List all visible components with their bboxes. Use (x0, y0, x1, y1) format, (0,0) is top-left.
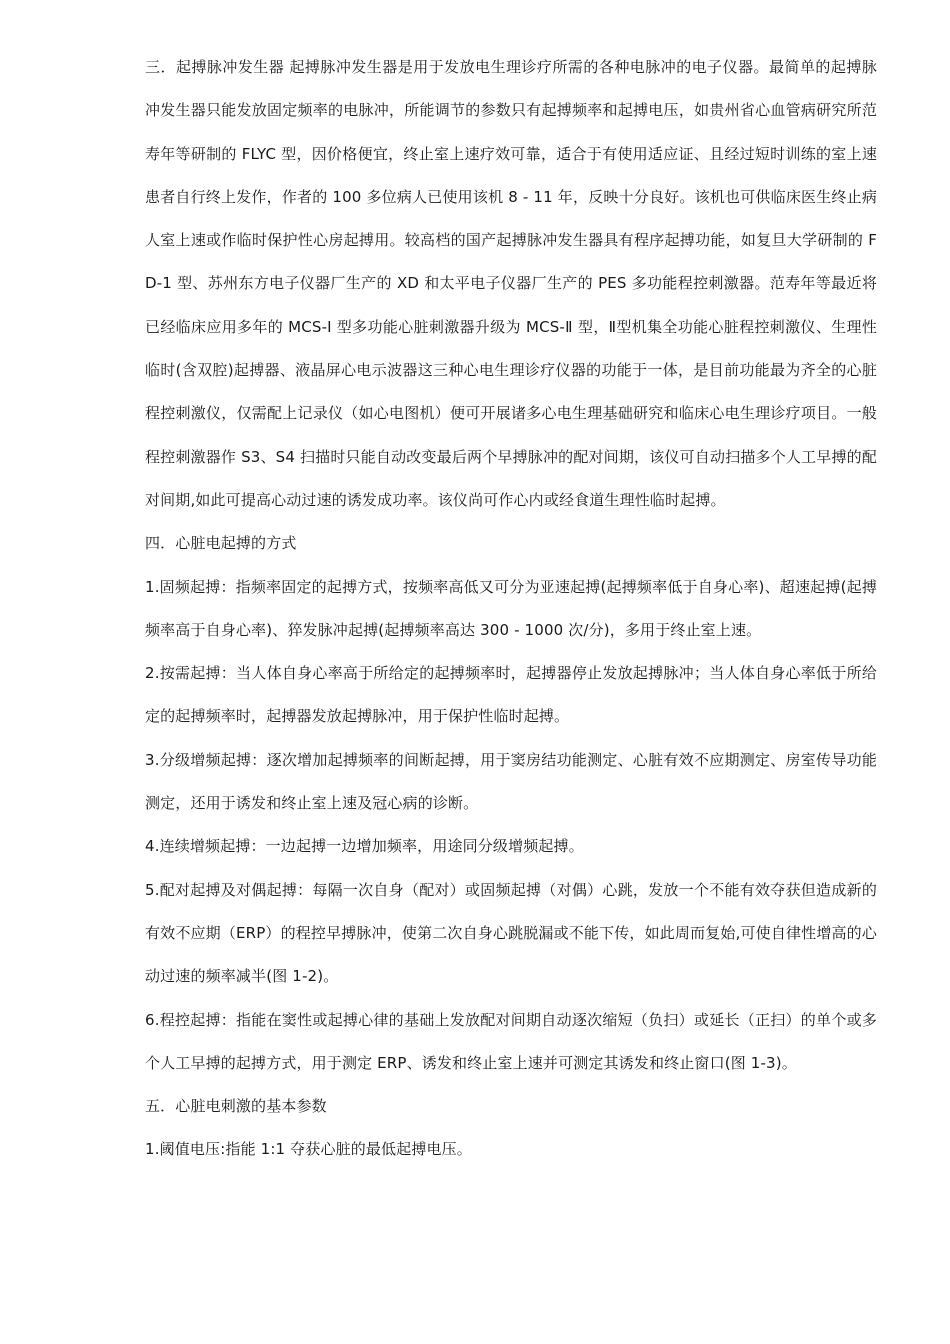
paragraph-continuous-incremental-pacing: 4.连续增频起搏：一边起搏一边增加频率，用途同分级增频起搏。 (145, 837, 584, 856)
paragraph-pulse-generator: 三．起搏脉冲发生器 起搏脉冲发生器是用于发放电生理诊疗所需的各种电脉冲的电子仪器。最简单的起搏脉冲发生器只能发放固定频率的电脉冲，所能调节的参数只有起搏频率和起搏电压，如贵州省心血管病研究所范寿年等研制的 FLYC 型，因价格便宜，终止室上速疗效可靠，适合于有使用适应证、且经过短时训练的室上速患者自行终上发作，作者的 100 多位病人已使用该机 8 - 11 年，反映十分良好。该机也可供临床医生终止病人室上速或作临时保护性心房起搏用。较高档的国产起搏脉冲发生器具有程序起搏功能，如复旦大学研制的 FD-1 型、苏州东方电子仪器厂生产的 XD 和太平电子仪器厂生产的 PES 多功能程控刺激器。范寿年等最近将已经临床应用多年的 MCS-I 型多功能心脏刺激器升级为 MCS-Ⅱ 型，Ⅱ型机集全功能心脏程控刺激仪、生理性临时(含双腔)起搏器、液晶屏心电示波器这三种心电生理诊疗仪器的功能于一体，是目前功能最为齐全的心脏程控刺激仪，仅需配上记录仪（如心电图机）便可开展诸多心电生理基础研究和临床心电生理诊疗项目。一般程控刺激器作 S3、S4 扫描时只能自动改变最后两个早搏脉冲的配对间期，该仪可自动扫描多个人工早搏的配对间期,如此可提高心动过速的诱发成功率。该仪尚可作心内或经食道生理性临时起搏。 (145, 58, 877, 509)
paragraph-paired-coupled-pacing: 5.配对起搏及对偶起搏：每隔一次自身（配对）或固频起搏（对偶）心跳，发放一个不能有效夺获但造成新的有效不应期（ERP）的程控早搏脉冲，使第二次自身心跳脱漏或不能下传，如此周而复始,可使自律性增高的心动过速的频率减半(图 1-2)。 (145, 880, 877, 986)
section-heading-pacing-modes: 四．心脏电起搏的方式 (145, 534, 297, 553)
paragraph-demand-pacing: 2.按需起搏：当人体自身心率高于所给定的起搏频率时，起搏器停止发放起搏脉冲；当人体自身心率低于所给定的起搏频率时，起搏器发放起搏脉冲，用于保护性临时起搏。 (145, 664, 877, 726)
document-page (145, 46, 877, 1172)
paragraph-threshold-voltage: 1.阈值电压:指能 1:1 夺获心脏的最低起搏电压。 (145, 1140, 472, 1159)
paragraph-programmed-pacing: 6.程控起搏：指能在窦性或起搏心律的基础上发放配对间期自动逐次缩短（负扫）或延长（正扫）的单个或多个人工早搏的起搏方式，用于测定 ERP、诱发和终止室上速并可测定其诱发和终止窗口(图 1-3)。 (145, 1010, 877, 1072)
paragraph-fixed-rate-pacing: 1.固频起搏：指频率固定的起搏方式，按频率高低又可分为亚速起搏(起搏频率低于自身心率)、超速起搏(起搏频率高于自身心率)、猝发脉冲起搏(起搏频率高达 300 - 1000 次/分)，多用于终止室上速。 (145, 577, 877, 639)
paragraph-stepwise-incremental-pacing: 3.分级增频起搏：逐次增加起搏频率的间断起搏，用于窦房结功能测定、心脏有效不应期测定、房室传导功能测定，还用于诱发和终止室上速及冠心病的诊断。 (145, 750, 877, 813)
section-heading-stimulation-parameters: 五．心脏电刺激的基本参数 (145, 1097, 327, 1116)
